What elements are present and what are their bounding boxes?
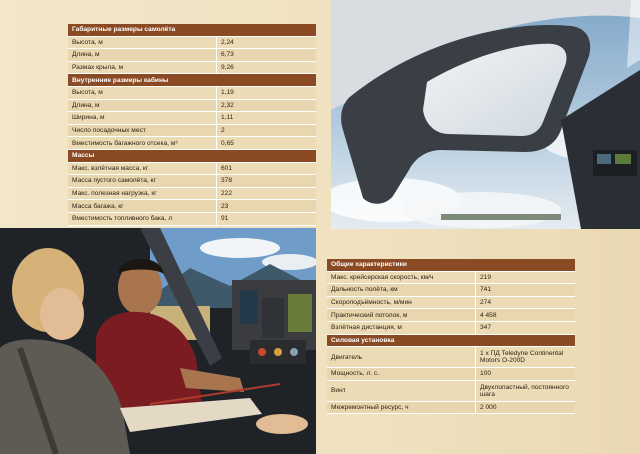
table-row (68, 175, 316, 188)
row-label: Ширина, м (68, 112, 217, 125)
row-value: 378 (217, 175, 317, 188)
section-header (68, 74, 316, 87)
row-label: Масса багажа, кг (68, 200, 217, 213)
row-label: Вместимость багажного отсека, м³ (68, 137, 217, 150)
row-value: 347 (476, 321, 576, 334)
row-value: 4 458 (476, 309, 576, 322)
canopy-illustration (331, 0, 640, 229)
pilots-illustration (0, 228, 316, 454)
row-value: 2,24 (217, 36, 317, 49)
row-label: Двигатель (327, 347, 476, 368)
row-value: 9,26 (217, 61, 317, 74)
row-label: Число посадочных мест (68, 124, 217, 137)
row-value: 741 (476, 284, 576, 297)
table-row (327, 401, 575, 414)
row-label: Взлётная дистанция, м (327, 321, 476, 334)
row-value: 222 (217, 187, 317, 200)
row-value: 1,11 (217, 112, 317, 125)
performance-powerplant-table (327, 259, 575, 414)
row-value: Двухлопастный, постоянного шага (476, 380, 576, 401)
pilots-photo (0, 228, 316, 454)
table-row (68, 187, 316, 200)
section-header (327, 334, 575, 347)
section-title: Массы (68, 149, 316, 162)
table-row (68, 200, 316, 213)
table-row (327, 284, 575, 297)
section-title: Внутренние размеры кабины (68, 74, 316, 87)
row-value: 601 (217, 162, 317, 175)
table-row (68, 162, 316, 175)
row-label: Винт (327, 380, 476, 401)
row-value: 1,19 (217, 86, 317, 99)
section-header (68, 149, 316, 162)
table-row (327, 368, 575, 381)
row-value: 274 (476, 296, 576, 309)
row-value: 1 x ПД Teledyne Continental Motors O-200D (476, 347, 576, 368)
row-value: 2 (217, 124, 317, 137)
section-title: Габаритные размеры самолёта (68, 24, 316, 36)
table-row (68, 36, 316, 49)
table-row (327, 309, 575, 322)
table-row (68, 99, 316, 112)
table-row (327, 321, 575, 334)
row-label: Вместимость топливного бака, л (68, 212, 217, 225)
row-value: 23 (217, 200, 317, 213)
section-header (327, 259, 575, 271)
row-value: 100 (476, 368, 576, 381)
row-value: 219 (476, 271, 576, 284)
row-label: Высота, м (68, 86, 217, 99)
row-value: 0,65 (217, 137, 317, 150)
table-row (68, 124, 316, 137)
row-value: 6,73 (217, 49, 317, 62)
table-row (68, 61, 316, 74)
dimensions-mass-table (68, 24, 316, 226)
table-row (68, 137, 316, 150)
row-label: Высота, м (68, 36, 217, 49)
row-label: Длина, м (68, 99, 217, 112)
row-label: Межремонтный ресурс, ч (327, 401, 476, 414)
section-title: Силовая установка (327, 334, 575, 347)
row-label: Макс. крейсерская скорость, км/ч (327, 271, 476, 284)
table-row (68, 49, 316, 62)
row-label: Размах крыла, м (68, 61, 217, 74)
table-row (327, 271, 575, 284)
section-header (68, 24, 316, 36)
section-title: Общие характеристики (327, 259, 575, 271)
row-label: Мощность, л. с. (327, 368, 476, 381)
table-row (68, 212, 316, 225)
row-value: 91 (217, 212, 317, 225)
row-label: Скороподъёмность, м/мин (327, 296, 476, 309)
row-label: Практический потолок, м (327, 309, 476, 322)
row-label: Масса пустого самолёта, кг (68, 175, 217, 188)
row-value: 2 000 (476, 401, 576, 414)
canopy-photo (331, 0, 640, 229)
row-label: Дальность полёта, км (327, 284, 476, 297)
row-label: Макс. взлётная масса, кг (68, 162, 217, 175)
table-row (327, 380, 575, 401)
row-value: 2,32 (217, 99, 317, 112)
table-row (327, 347, 575, 368)
row-label: Длина, м (68, 49, 217, 62)
table-row (68, 112, 316, 125)
table-row (327, 296, 575, 309)
row-label: Макс. полезная нагрузка, кг (68, 187, 217, 200)
table-row (68, 86, 316, 99)
